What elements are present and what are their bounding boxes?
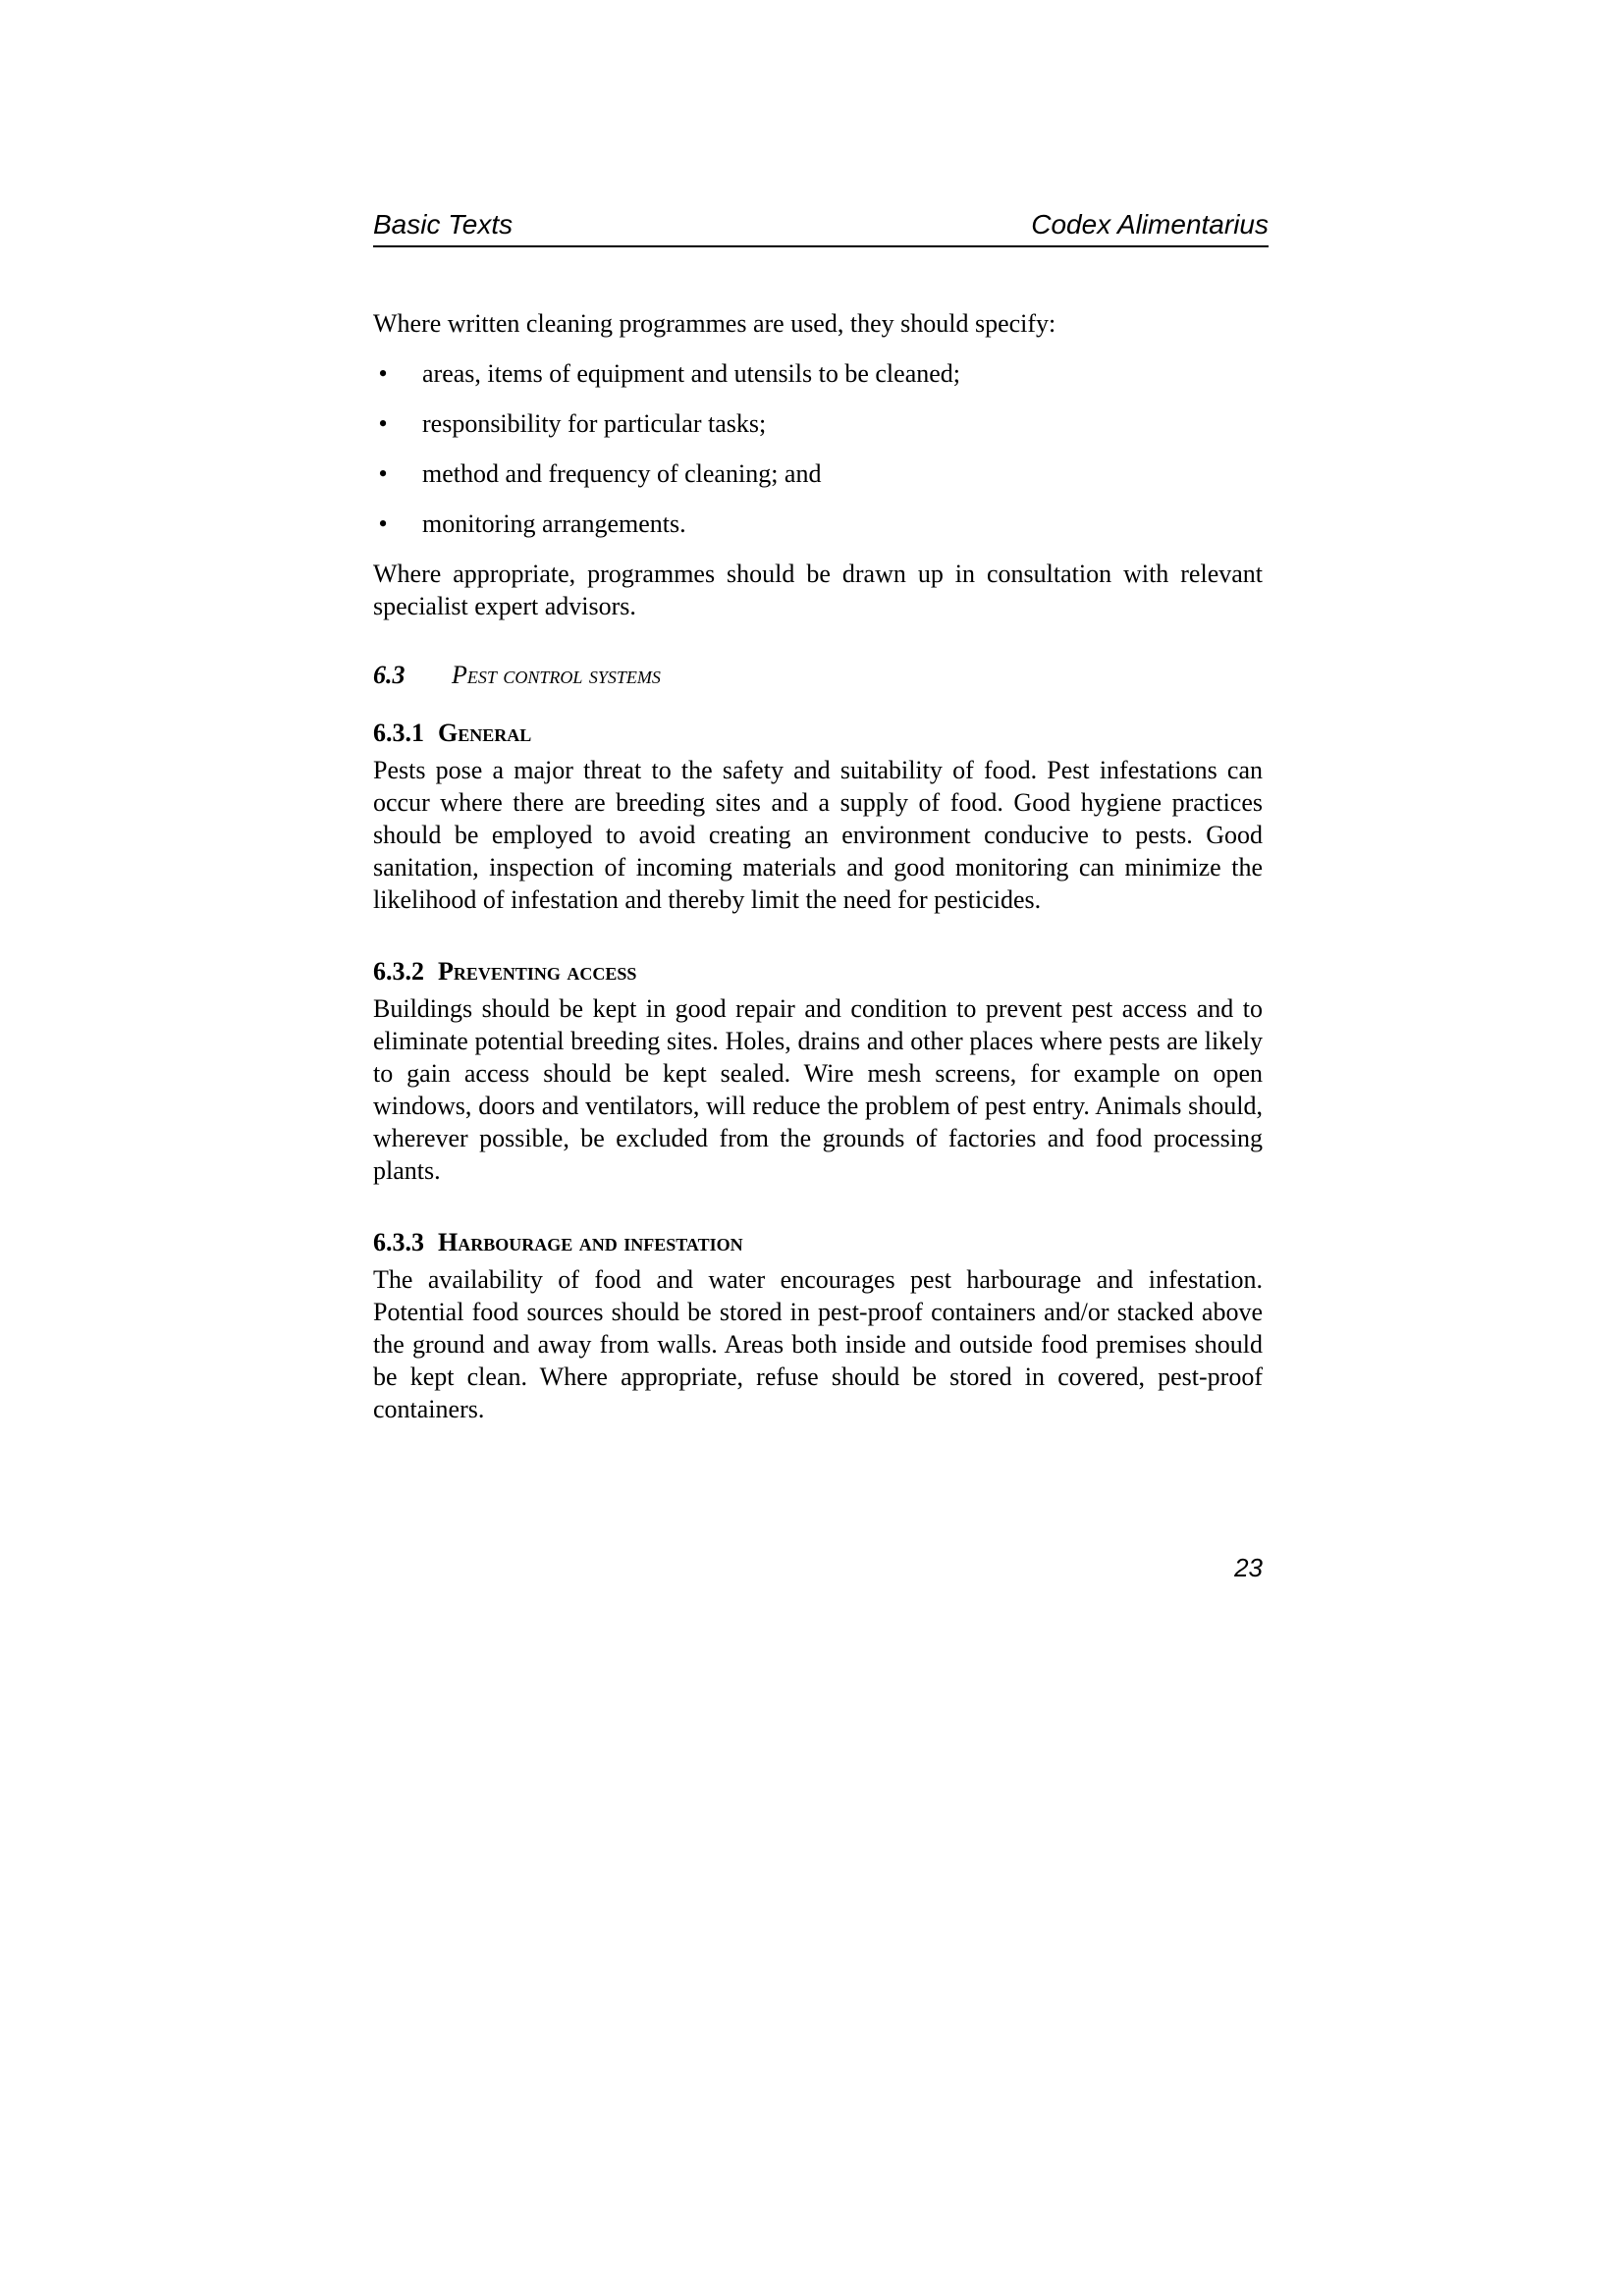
subsection-number: 6.3.1 bbox=[373, 719, 424, 747]
subsection-paragraph: The availability of food and water encourages pest harbourage and infestation. Potential food sources should be stored in pest-proof containers and/or stacked above the ground and away from walls. Areas both inside and outside food premises should be kept clean. Where appropriate, refuse should be stored in covered, pest-proof containers. bbox=[373, 1265, 1263, 1423]
list-item bbox=[373, 407, 1263, 440]
bullet-icon: • bbox=[378, 459, 388, 488]
list-item-text: responsibility for particular tasks; bbox=[422, 409, 767, 438]
bullet-icon: • bbox=[378, 509, 388, 538]
page-number: 23 bbox=[1234, 1553, 1263, 1582]
subsection-number: 6.3.3 bbox=[373, 1228, 424, 1256]
body-content bbox=[373, 307, 1263, 1425]
subsection-paragraph: Buildings should be kept in good repair and condition to prevent pest access and to eliminate potential breeding sites. Holes, drains and other places where pests are likely to gain access should be kept sealed. Wire mesh screens, for example on open windows, doors and ventilators, will reduce the problem of pest entry. Animals should, wherever possible, be excluded from the grounds of factories and food processing plants. bbox=[373, 994, 1263, 1185]
subsection-title: Preventing access bbox=[438, 957, 637, 986]
list-item-text: monitoring arrangements. bbox=[422, 509, 686, 538]
list-item-text: areas, items of equipment and utensils to be cleaned; bbox=[422, 359, 960, 388]
subsection-title: Harbourage and infestation bbox=[438, 1228, 743, 1256]
subsection-title: General bbox=[438, 719, 532, 747]
header-right-title: Codex Alimentarius bbox=[1031, 209, 1269, 240]
subsection-number: 6.3.2 bbox=[373, 957, 424, 986]
header-left-title: Basic Texts bbox=[373, 209, 514, 240]
list-item bbox=[373, 457, 1263, 490]
cleaning-programme-list bbox=[373, 357, 1263, 540]
subsection-heading bbox=[373, 955, 1263, 988]
bullet-icon: • bbox=[378, 359, 388, 388]
intro-paragraph: Where written cleaning programmes are used, they should specify: bbox=[373, 309, 1056, 338]
list-item bbox=[373, 357, 1263, 390]
list-item bbox=[373, 507, 1263, 540]
subsection-paragraph: Pests pose a major threat to the safety and suitability of food. Pest infestations can occur where there are breeding sites and a supply of food. Good hygiene practices should be employed to avoid creating an environment conducive to pests. Good sanitation, inspection of incoming materials and good monitoring can minimize the likelihood of infestation and thereby limit the need for pesticides. bbox=[373, 756, 1263, 914]
section-heading bbox=[373, 659, 1263, 692]
running-header bbox=[373, 208, 1269, 247]
closing-paragraph: Where appropriate, programmes should be drawn up in consultation with relevant specialist expert advisors. bbox=[373, 560, 1263, 620]
subsection-heading bbox=[373, 1226, 1263, 1259]
subsection-heading bbox=[373, 717, 1263, 750]
section-title: Pest control systems bbox=[452, 661, 661, 689]
list-item-text: method and frequency of cleaning; and bbox=[422, 459, 822, 488]
bullet-icon: • bbox=[378, 409, 388, 438]
section-number: 6.3 bbox=[373, 661, 406, 689]
